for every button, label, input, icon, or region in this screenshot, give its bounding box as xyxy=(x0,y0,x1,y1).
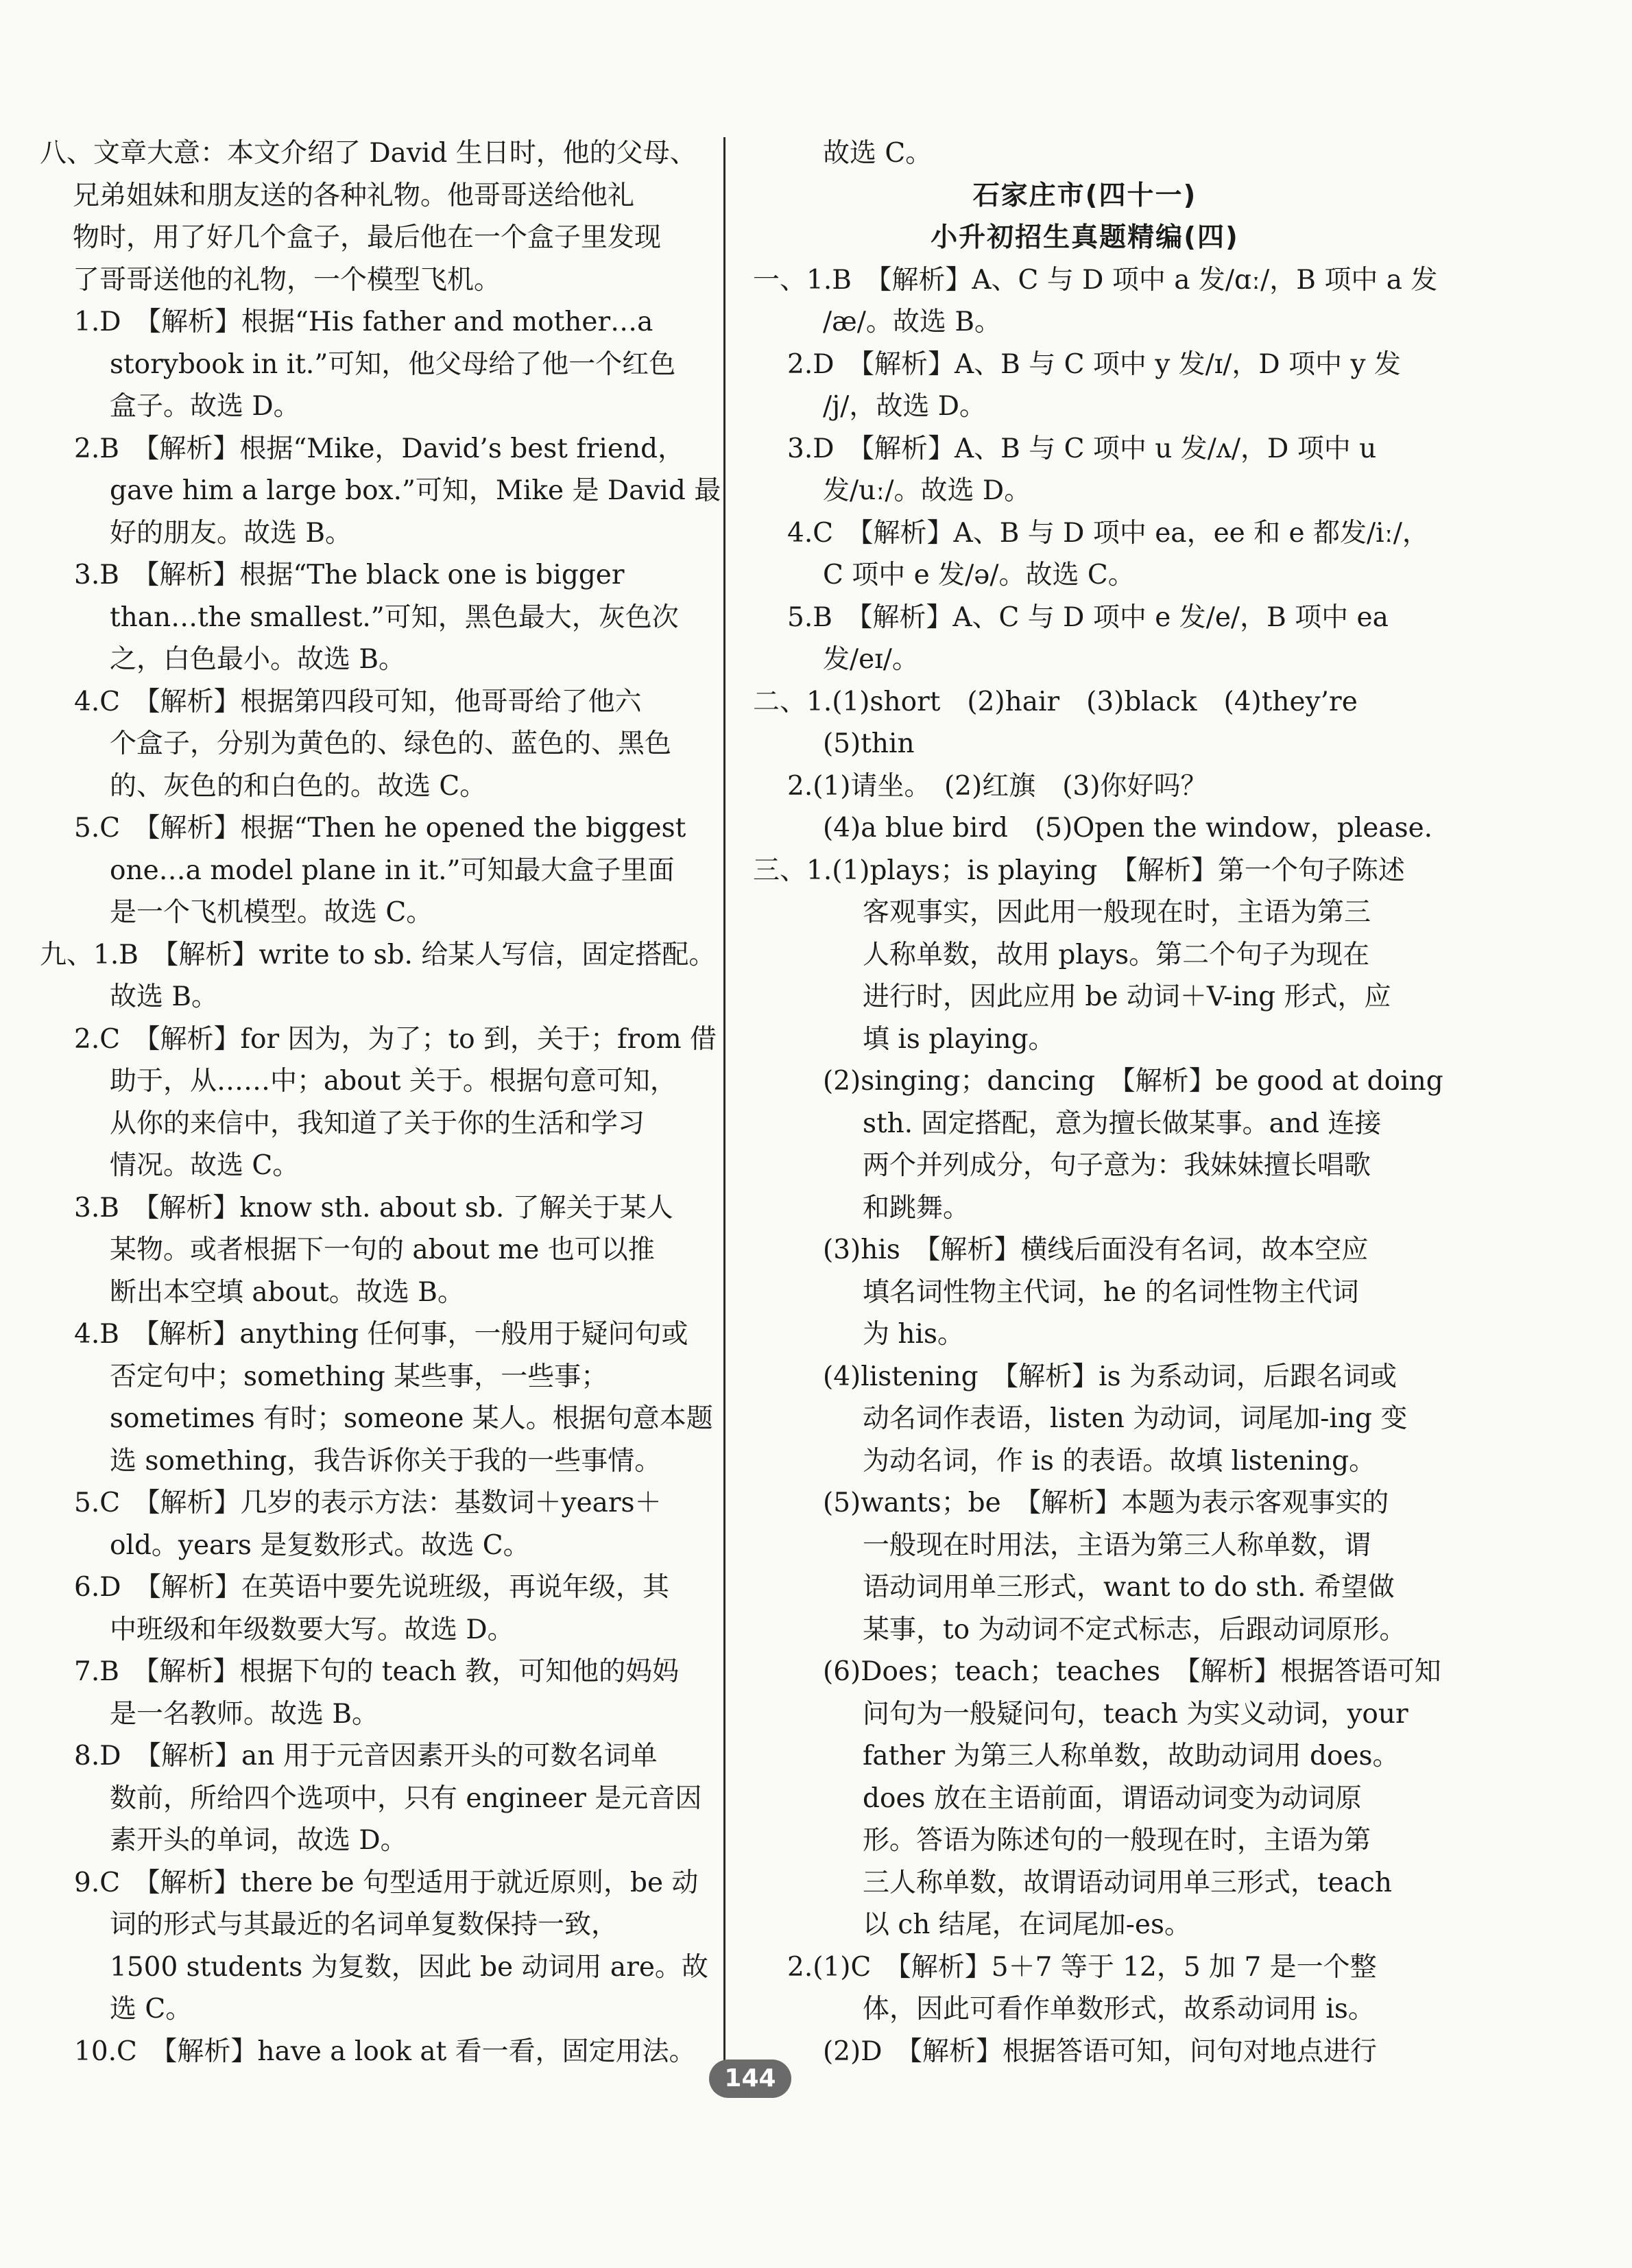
left-column-line: 物时，用了好几个盒子，最后他在一个盒子里发现 xyxy=(73,222,662,253)
right-column-line: (2)D 【解析】根据答语可知，问句对地点进行 xyxy=(823,2036,1378,2067)
right-column-line: 填 is playing。 xyxy=(863,1023,1055,1055)
right-column-line: 为 his。 xyxy=(863,1319,965,1350)
right-column-line: father 为第三人称单数，故助动词用 does。 xyxy=(863,1741,1400,1771)
left-column-line: 选 something，我告诉你关于我的一些事情。 xyxy=(110,1445,662,1477)
left-column-line: 八、文章大意：本文介绍了 David 生日时，他的父母、 xyxy=(40,138,697,169)
right-column-line: 4.C 【解析】A、B 与 D 项中 ea，ee 和 e 都发/iː/， xyxy=(787,517,1429,549)
left-column-line: 数前，所给四个选项中，只有 engineer 是元音因 xyxy=(110,1782,702,1814)
left-column-line: 是一个飞机模型。故选 C。 xyxy=(110,897,433,928)
left-column-line: 否定句中；something 某些事，一些事； xyxy=(110,1361,608,1392)
right-column-line: 一、1.B 【解析】A、C 与 D 项中 a 发/ɑː/，B 项中 a 发 xyxy=(753,264,1438,296)
right-column-line: 两个并列成分，句子意为：我妹妹擅长唱歌 xyxy=(863,1150,1371,1181)
left-column-line: 是一名教师。故选 B。 xyxy=(110,1698,379,1730)
left-column-line: 8.D 【解析】an 用于元音因素开头的可数名词单 xyxy=(74,1741,658,1771)
left-column-line: 4.C 【解析】根据第四段可知，他哥哥给了他六 xyxy=(74,686,642,717)
right-column-line: 动名词作表语，listen 为动词，词尾加-ing 变 xyxy=(863,1403,1408,1434)
left-column-line: 故选 B。 xyxy=(110,981,219,1012)
right-column-line: 体，因此可看作单数形式，故系动词用 is。 xyxy=(863,1994,1375,2025)
left-column-line: 2.C 【解析】for 因为，为了；to 到，关于；from 借 xyxy=(74,1023,717,1055)
right-column-line: 某事，to 为动词不定式标志，后跟动词原形。 xyxy=(863,1614,1406,1645)
right-column-line: sth. 固定搭配，意为擅长做某事。and 连接 xyxy=(863,1108,1382,1139)
right-column-line: 以 ch 结尾，在词尾加-es。 xyxy=(863,1909,1192,1940)
left-column-line: 3.B 【解析】根据“The black one is bigger xyxy=(74,560,625,590)
right-column-line: 形。答语为陈述句的一般现在时，主语为第 xyxy=(863,1825,1371,1856)
left-column-line: 7.B 【解析】根据下句的 teach 教，可知他的妈妈 xyxy=(74,1656,680,1687)
right-column-line: /j/，故选 D。 xyxy=(823,391,987,422)
left-column-line: 5.C 【解析】几岁的表示方法：基数词＋years＋ xyxy=(74,1488,662,1518)
right-column-line: 进行时，因此应用 be 动词＋V-ing 形式，应 xyxy=(863,981,1391,1012)
right-column-line: 2.D 【解析】A、B 与 C 项中 y 发/ɪ/，D 项中 y 发 xyxy=(787,348,1401,380)
right-column-line: (3)his 【解析】横线后面没有名词，故本空应 xyxy=(823,1234,1369,1265)
left-column-line: one…a model plane in it.”可知最大盒子里面 xyxy=(110,855,675,886)
left-column-line: 助于，从……中；about 关于。根据句意可知， xyxy=(110,1066,677,1097)
right-column-line: 为动名词，作 is 的表语。故填 listening。 xyxy=(863,1445,1376,1477)
right-column-line: C 项中 e 发/ə/。故选 C。 xyxy=(823,560,1135,590)
left-column-line: 从你的来信中，我知道了关于你的生活和学习 xyxy=(110,1108,645,1139)
right-column-line: (4)a blue bird (5)Open the window，please. xyxy=(823,813,1433,844)
right-column-line: /æ/。故选 B。 xyxy=(823,307,1001,337)
right-column-line: 填名词性物主代词，he 的名词性物主代词 xyxy=(863,1276,1359,1308)
left-column-line: sometimes 有时；someone 某人。根据句意本题 xyxy=(110,1403,713,1434)
right-column-line: (5)thin xyxy=(823,728,915,759)
left-column-line: 盒子。故选 D。 xyxy=(110,391,300,422)
left-column-line: 6.D 【解析】在英语中要先说班级，再说年级，其 xyxy=(74,1572,669,1603)
right-column-line: (2)singing；dancing 【解析】be good at doing xyxy=(823,1066,1443,1097)
right-column-line: 5.B 【解析】A、C 与 D 项中 e 发/e/，B 项中 ea xyxy=(787,601,1389,633)
left-column-line: 情况。故选 C。 xyxy=(110,1150,300,1181)
left-column-line: 5.C 【解析】根据“Then he opened the biggest xyxy=(74,813,686,844)
left-column-line: 某物。或者根据下一句的 about me 也可以推 xyxy=(110,1234,655,1265)
right-column-line: does 放在主语前面，谓语动词变为动词原 xyxy=(863,1782,1362,1814)
right-column-line: 2.(1)请坐。 (2)红旗 (3)你好吗？ xyxy=(787,770,1208,802)
left-column-line: 选 C。 xyxy=(110,1994,193,2025)
left-column-line: 10.C 【解析】have a look at 看一看，固定用法。 xyxy=(74,2036,696,2067)
left-column-line: 了哥哥送他的礼物，一个模型飞机。 xyxy=(73,264,501,296)
left-column-line: 9.C 【解析】there be 句型适用于就近原则，be 动 xyxy=(74,1867,699,1898)
left-column-line: 1.D 【解析】根据“His father and mother…a xyxy=(74,307,653,337)
left-column-line: 3.B 【解析】know sth. about sb. 了解关于某人 xyxy=(74,1192,673,1223)
right-column-line: 3.D 【解析】A、B 与 C 项中 u 发/ʌ/，D 项中 u xyxy=(787,433,1377,464)
right-column-line: 发/uː/。故选 D。 xyxy=(823,475,1031,506)
right-column-line: 客观事实，因此用一般现在时，主语为第三 xyxy=(863,897,1371,928)
left-column-line: 断出本空填 about。故选 B。 xyxy=(110,1276,464,1308)
right-column-line: 故选 C。 xyxy=(823,138,933,169)
left-column-line: 词的形式与其最近的名词单复数保持一致， xyxy=(110,1909,619,1940)
page-number: 144 xyxy=(709,2060,791,2098)
left-column-line: 之，白色最小。故选 B。 xyxy=(110,644,406,675)
right-column-line: 一般现在时用法，主语为第三人称单数，谓 xyxy=(863,1529,1371,1561)
left-column-line: 个盒子，分别为黄色的、绿色的、蓝色的、黑色 xyxy=(110,728,672,759)
left-column-line: storybook in it.”可知，他父母给了他一个红色 xyxy=(110,348,676,380)
left-column-line: 素开头的单词，故选 D。 xyxy=(110,1825,407,1856)
right-column-line: 和跳舞。 xyxy=(863,1192,970,1223)
right-column-line: 2.(1)C 【解析】5＋7 等于 12，5 加 7 是一个整 xyxy=(787,1951,1377,1983)
left-column-line: 2.B 【解析】根据“Mike，David’s best friend， xyxy=(74,433,685,464)
right-column-line: 小升初招生真题精编(四) xyxy=(931,222,1239,253)
left-column-line: 1500 students 为复数，因此 be 动词用 are。故 xyxy=(110,1951,708,1983)
right-column-line: 人称单数，故用 plays。第二个句子为现在 xyxy=(863,939,1370,970)
right-column-line: (6)Does；teach；teaches 【解析】根据答语可知 xyxy=(823,1656,1441,1687)
left-column-line: 好的朋友。故选 B。 xyxy=(110,517,352,549)
left-column-line: 4.B 【解析】anything 任何事，一般用于疑问句或 xyxy=(74,1319,688,1350)
column-divider xyxy=(723,137,725,2071)
right-column-line: 语动词用单三形式，want to do sth. 希望做 xyxy=(863,1572,1395,1603)
left-column-line: gave him a large box.”可知，Mike 是 David 最 xyxy=(110,475,721,506)
right-column-line: (5)wants；be 【解析】本题为表示客观事实的 xyxy=(823,1488,1389,1518)
left-column-line: 兄弟姐妹和朋友送的各种礼物。他哥哥送给他礼 xyxy=(73,180,635,211)
left-column-line: 的、灰色的和白色的。故选 C。 xyxy=(110,770,487,802)
left-column-line: old。years 是复数形式。故选 C。 xyxy=(110,1529,530,1561)
right-column-line: 三人称单数，故谓语动词用单三形式，teach xyxy=(863,1867,1392,1898)
right-column-line: (4)listening 【解析】is 为系动词，后跟名词或 xyxy=(823,1361,1397,1392)
right-column-line: 石家庄市(四十一) xyxy=(972,180,1197,211)
left-column-line: 九、1.B 【解析】write to sb. 给某人写信，固定搭配。 xyxy=(40,939,716,970)
left-column-line: than…the smallest.”可知，黑色最大，灰色次 xyxy=(110,601,679,633)
right-column-line: 三、1.(1)plays；is playing 【解析】第一个句子陈述 xyxy=(753,855,1405,886)
right-column-line: 发/eɪ/。 xyxy=(823,644,919,675)
left-column-line: 中班级和年级数要大写。故选 D。 xyxy=(110,1614,514,1645)
right-column-line: 问句为一般疑问句，teach 为实义动词，your xyxy=(863,1698,1408,1730)
right-column-line: 二、1.(1)short (2)hair (3)black (4)they’re xyxy=(753,686,1358,717)
